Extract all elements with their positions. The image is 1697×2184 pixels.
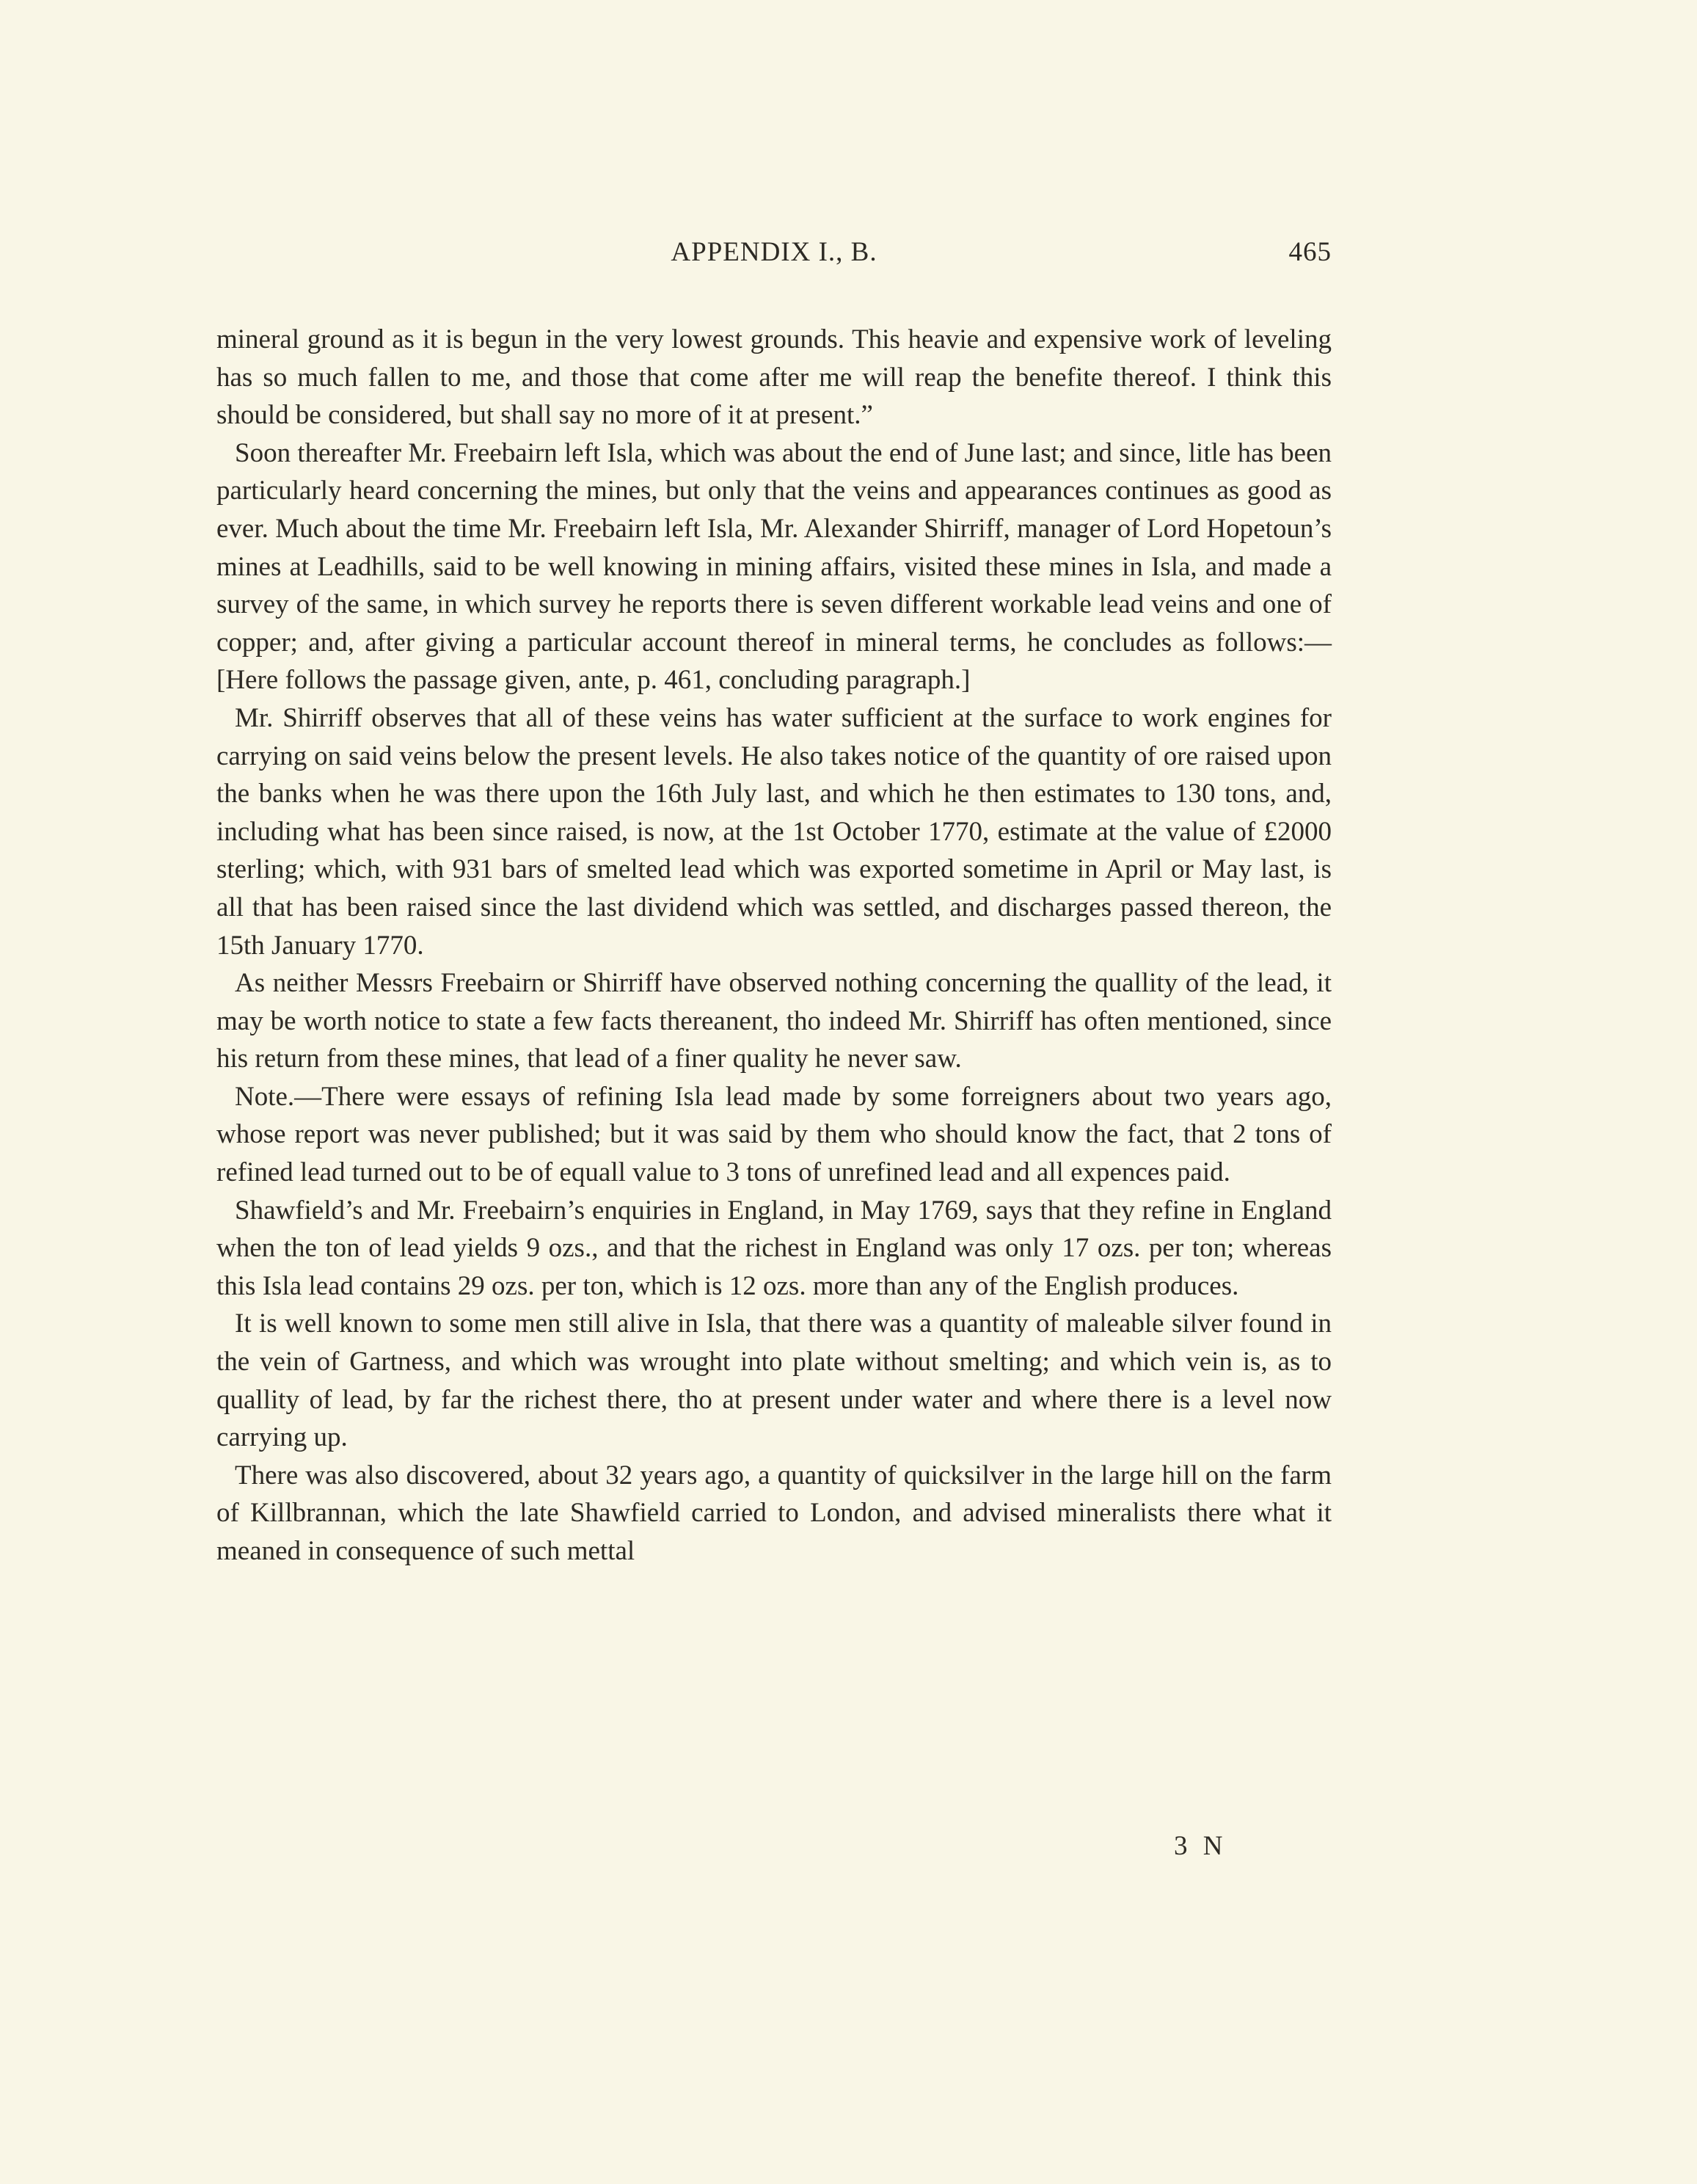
paragraph-1: mineral ground as it is begun in the very lowest grounds. This heavie and expensive work of leveling has so much fallen to me, and those that come after me will reap the benefite thereof. I think this should be considered, but shall say no more of it at present.” <box>216 324 1332 431</box>
running-head <box>216 236 1332 280</box>
paragraph-note: Note.—There were essays of refining Isla lead made by some forreigners about two years ago, whose report was never published; but it was said by them who should know the fact, that 2 tons of refined lead turned out to be of equall value to 3 tons of unrefined lead and all expences paid. <box>216 1081 1332 1188</box>
paragraph-3: Mr. Shirriff observes that all of these veins has water sufficient at the surface to work engines for carrying on said veins below the present levels. He also takes notice of the quantity of ore raised upon the banks when he was there upon the 16th July last, and which he then estimates to 130 tons, and, including what has been since raised, is now, at the 1st October 1770, estimate at the value of £2000 sterling; which, with 931 bars of smelted lead which was exported sometime in April or May last, is all that has been raised since the last dividend which was settled, and discharges passed thereon, the 15th January 1770. <box>216 702 1332 961</box>
body-text <box>216 321 1332 1570</box>
signature-mark: 3 N <box>1174 1831 1227 1861</box>
paragraph-8: There was also discovered, about 32 years ago, a quantity of quicksilver in the large hill on the farm of Killbrannan, which the late Shawfield carried to London, and advised mineralists there what it meaned in consequence of such mettal <box>216 1460 1332 1566</box>
paragraph-7: It is well known to some men still alive in Isla, that there was a quantity of maleable silver found in the vein of Gartness, and which was wrought into plate without smelting; and which vein is, as to quallity of lead, by far the richest there, tho at present under water and where there is a level now carrying up. <box>216 1308 1332 1453</box>
running-head-title: APPENDIX I., B. <box>671 237 877 267</box>
paragraph-4: As neither Messrs Freebairn or Shirriff have observed nothing concerning the quallity of the lead, it may be worth notice to state a few facts thereanent, tho indeed Mr. Shirriff has often mentioned, since his return from these mines, that lead of a finer quality he never saw. <box>216 968 1332 1074</box>
page-number: 465 <box>1288 237 1332 267</box>
paragraph-6: Shawfield’s and Mr. Freebairn’s enquiries in England, in May 1769, says that they refine in England when the ton of lead yields 9 ozs., and that the richest in England was only 17 ozs. per ton; whereas this Isla lead contains 29 ozs. per ton, which is 12 ozs. more than any of the English produces. <box>216 1195 1332 1301</box>
paragraph-2: Soon thereafter Mr. Freebairn left Isla, which was about the end of June last; and since, litle has been particularly heard concerning the mines, but only that the veins and appearances continues as good as ever. Much about the time Mr. Freebairn left Isla, Mr. Alexander Shirriff, manager of Lord Hopetoun’s mines at Leadhills, said to be well knowing in mining affairs, visited these mines in Isla, and made a survey of the same, in which survey he reports there is seven different workable lead veins and one of copper; and, after giving a particular account thereof in mineral terms, he concludes as follows:—[Here follows the passage given, ante, p. 461, concluding paragraph.] <box>216 437 1332 696</box>
